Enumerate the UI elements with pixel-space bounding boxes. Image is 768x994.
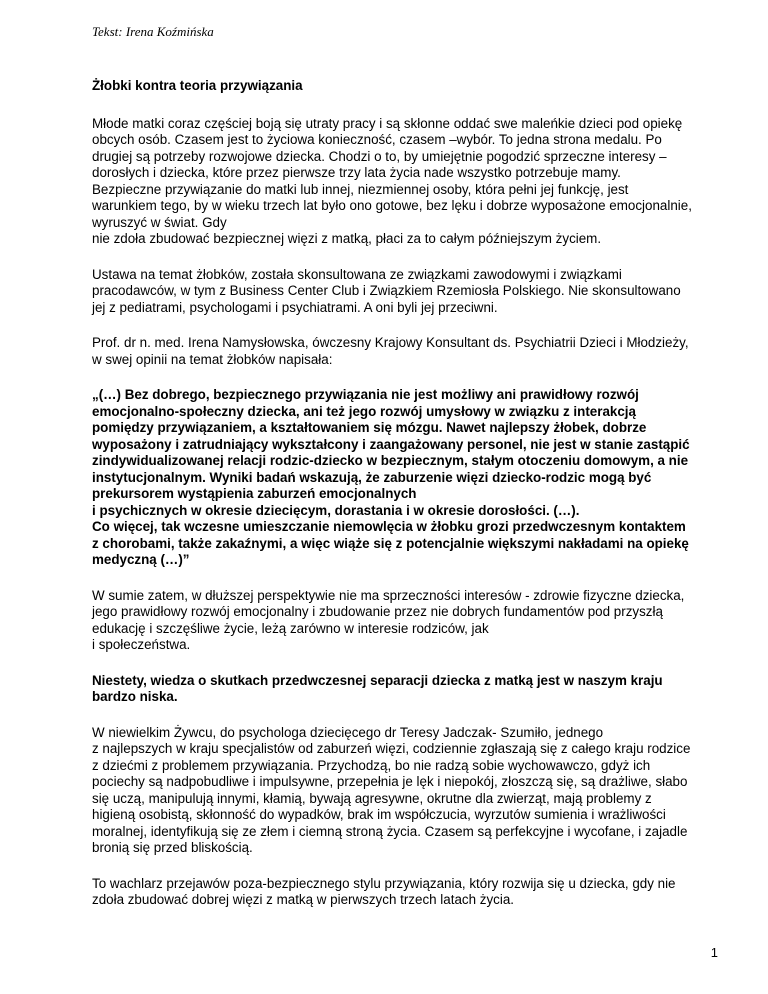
author-line: Tekst: Irena Koźmińska bbox=[92, 24, 214, 39]
bold-statement: Niestety, wiedza o skutkach przedwczesnej separacji dziecka z matką jest w naszym kraju bardzo niska. bbox=[92, 672, 663, 704]
paragraph-intro: Młode matki coraz częściej boją się utraty pracy i są skłonne oddać swe maleńkie dzieci pod opiekę obcych osób. Czasem jest to życiowa konieczność, czasem –wybór. To jedna strona medalu. Po drugiej są potrzeby rozwojowe dziecka. Chodzi o to, by umiejętnie pogodzić sprzeczne interesy – dorosłych i dziecka, które przez pierwsze trzy lata życia nade wszystko potrzebuje mamy. Bezpieczne przywiązanie do matki lub innej, niezmiennej osoby, która pełni jej funkcję, jest warunkiem tego, by w wieku trzech lat było ono gotowe, bez lęku i dobrze wyposażone emocjonalnie, wyruszyć w świat. Gdy nie zdoła zbudować bezpiecznej więzi z matką, płaci za to całym późniejszym życiem. bbox=[92, 115, 692, 246]
paragraph-final: To wachlarz przejawów poza-bezpiecznego stylu przywiązania, który rozwija się u dziecka, gdy nie zdoła zbudować dobrej więzi z matką w pierwszych trzech latach życia. bbox=[92, 875, 676, 907]
paragraph-ustawa: Ustawa na temat żłobków, została skonsultowana ze związkami zawodowymi i związkami pracodawców, w tym z Business Center Club i Związkiem Rzemiosła Polskiego. Nie skonsultowano jej z pediatrami, psychologami i psychiatrami. A oni byli jej przeciwni. bbox=[92, 266, 681, 315]
document-title: Żłobki kontra teoria przywiązania bbox=[92, 78, 303, 93]
quote-block: „(…) Bez dobrego, bezpiecznego przywiązania nie jest możliwy ani prawidłowy rozwój emocjonalno-społeczny dziecka, ani też jego rozwój umysłowy w związku z interakcją pomiędzy przywiązaniem, a kształtowaniem się mózgu. Nawet najlepszy żłobek, dobrze wyposażony i zatrudniający wykształcony i zaangażowany personel, nie jest w stanie zastąpić zindywidualizowanej relacji rodzic-dziecko w bezpiecznym, stałym otoczeniu domowym, a nie instytucjonalnym. Wyniki badań wskazują, że zaburzenie więzi dziecko-rodzic mogą być prekursorem wystąpienia zaburzeń emocjonalnych i psychicznych w okresie dziecięcym, dorastania i w okresie dorosłości. (…). Co więcej, tak wczesne umieszczanie niemowlęcia w żłobku grozi przedwczesnym kontaktem z chorobami, także zakaźnymi, a więc wiąże się z potencjalnie większymi nakładami na opiekę medyczną (…)” bbox=[92, 387, 690, 567]
paragraph-opinion-intro: Prof. dr n. med. Irena Namysłowska, ówczesny Krajowy Konsultant ds. Psychiatrii Dzieci i Młodzieży, w swej opinii na temat żłobków napisała: bbox=[92, 335, 689, 367]
paragraph-summary: W sumie zatem, w dłuższej perspektywie nie ma sprzeczności interesów - zdrowie fizyczne dziecka, jego prawidłowy rozwój emocjonalny i zbudowanie przez nie dobrych fundamentów pod przyszłą edukację i szczęśliwe życie, leżą zarówno w interesie rodziców, jak i społeczeństwa. bbox=[92, 587, 685, 652]
page-number: 1 bbox=[710, 945, 718, 960]
document-body bbox=[92, 78, 692, 928]
paragraph-zywiec: W niewielkim Żywcu, do psychologa dziecięcego dr Teresy Jadczak- Szumiło, jednego z najlepszych w kraju specjalistów od zaburzeń więzi, codziennie zgłaszają się z całego kraju rodzice z dziećmi z problemem przywiązania. Przychodzą, bo nie radzą sobie wychowawczo, gdyż ich pociechy są nadpobudliwe i impulsywne, przepełnia je lęk i niepokój, złoszczą się, są drażliwe, słabo się uczą, manipulują innymi, kłamią, bywają agresywne, okrutne dla zwierząt, mają problemy z higieną osobistą, skłonność do wypadków, brak im współczucia, wyrzutów sumienia i wrażliwości moralnej, identyfikują się ze złem i ciemną stroną życia. Czasem są perfekcyjne i wycofane, i zajadle bronią się przed bliskością. bbox=[92, 724, 691, 855]
